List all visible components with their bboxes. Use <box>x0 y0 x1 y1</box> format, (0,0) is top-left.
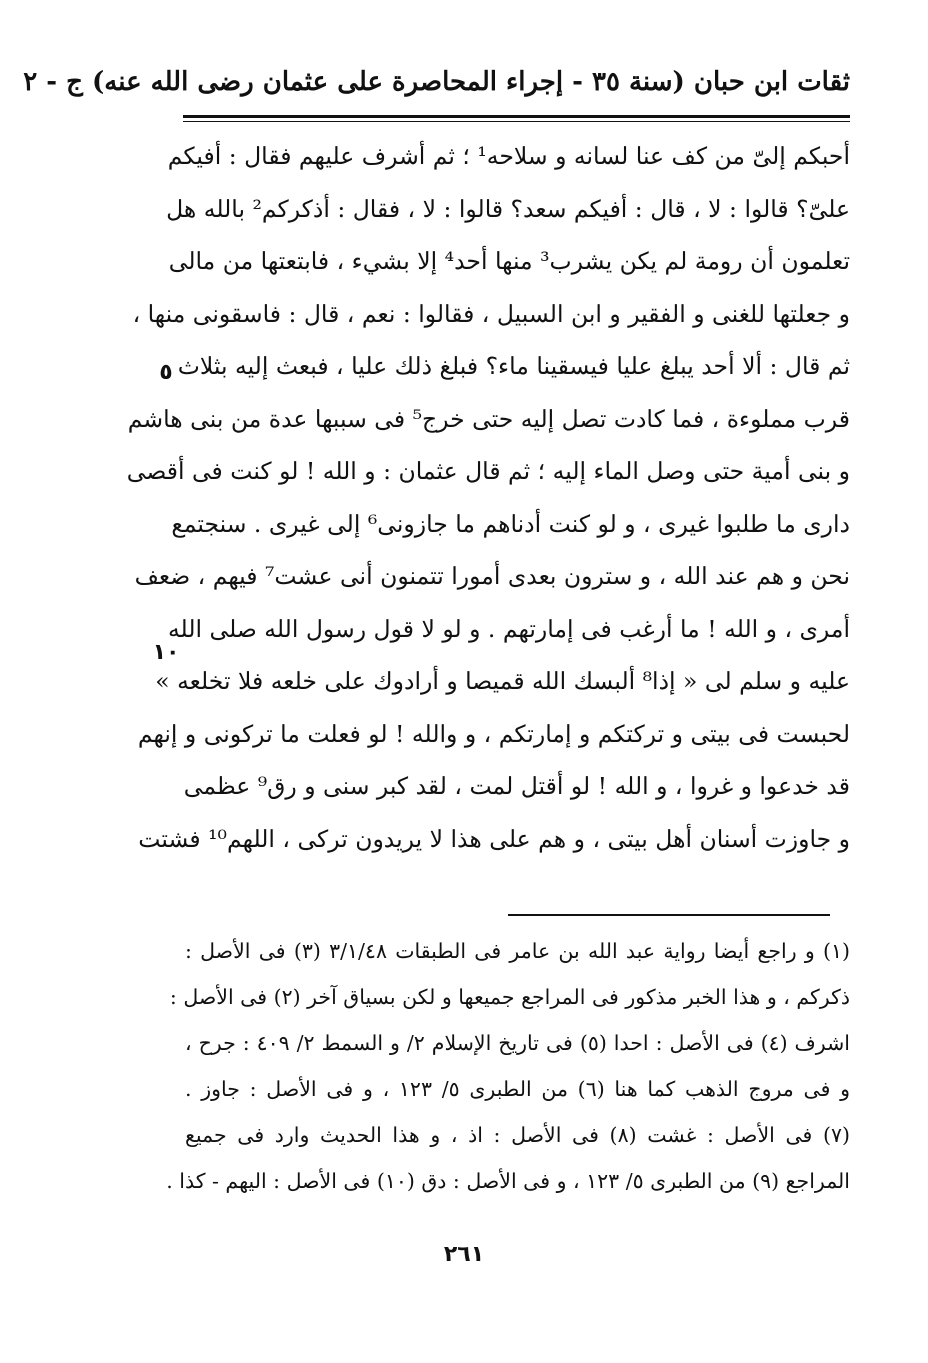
line-number-5: ٥ <box>159 360 173 385</box>
footnote-line: ذكركم ، و هذا الخبر مذكور فى المراجع جميعها و لكن بسياق آخر (٢) فى الأصل : <box>169 985 850 1009</box>
footnotes <box>166 928 850 1204</box>
text-line: علىّ؟ قالوا : لا ، قال : أفيكم سعد؟ قالوا : لا ، فقال : أذكركم² بالله هل <box>166 194 850 223</box>
text-line: قد خدعوا و غروا ، و الله ! لو أقتل لمت ، لقد كبر سنى و رق⁹ عظمى <box>183 772 850 800</box>
text-line: و جاوزت أسنان أهل بيتى ، و هم على هذا لا يريدون تركى ، اللهم¹⁰ فشتت <box>138 824 850 853</box>
footnote-line: المراجع (٩) من الطبرى ٥/ ١٢٣ ، و فى الأصل : دق (١٠) فى الأصل : اليهم - كذا . <box>166 1169 850 1193</box>
text-line: قرب مملوءة ، فما كادت تصل إليه حتى خرج⁵ فى سببها عدة من بنى هاشم <box>127 404 850 433</box>
text-line: أحبكم إلىّ من كف عنا لسانه و سلاحه¹ ؛ ثم أشرف عليهم فقال : أفيكم <box>167 142 850 170</box>
text-line: عليه و سلم لى « إذا⁸ ألبسك الله قميصا و أرادوك على خلعه فلا تخلعه » <box>155 667 850 695</box>
footnote-line: (٧) فى الأصل : غشت (٨) فى الأصل : اذ ، و هذا الحديث وارد فى جميع <box>185 1123 850 1147</box>
text-line: و بنى أمية حتى وصل الماء إليه ؛ ثم قال عثمان : و الله ! لو كنت فى أقصى <box>126 457 850 485</box>
header-rule-thin <box>183 121 850 122</box>
text-line: ثم قال : ألا أحد يبلغ عليا فيسقينا ماء؟ فبلغ ذلك عليا ، فبعث إليه بثلاث <box>177 352 850 380</box>
header-rule-thick <box>183 115 850 118</box>
text-line: أمرى ، و الله ! ما أرغب فى إمارتهم . و لو لا قول رسول الله صلى الله <box>167 614 850 643</box>
text-line: لحبست فى بيتى و تركتكم و إمارتكم ، و والله ! لو فعلت ما تركونى و إنهم <box>137 719 850 748</box>
footnote-rule <box>508 914 830 916</box>
text-line: تعلمون أن رومة لم يكن يشرب³ منها أحد⁴ إلا بشيء ، فابتعتها من مالى <box>168 247 850 275</box>
text-line: دارى ما طلبوا غيرى ، و لو كنت أدناهم ما جازونى⁶ إلى غيرى . سنجتمع <box>171 509 850 538</box>
text-line: نحن و هم عند الله ، و سترون بعدى أمورا تتمنون أنى عشت⁷ فيهم ، ضعف <box>134 562 850 590</box>
page-number: ٢٦١ <box>443 1242 485 1267</box>
line-number-10: ١٠ <box>152 640 180 665</box>
text-line: و جعلتها للغنى و الفقير و ابن السبيل ، فقالوا : نعم ، قال : فاسقونى منها ، <box>132 299 850 328</box>
footnote-line: (١) و راجع أيضا رواية عبد الله بن عامر فى الطبقات ٣/١/٤٨ (٣) فى الأصل : <box>185 939 850 963</box>
running-header: ثقات ابن حبان (سنة ٣٥ - إجراء المحاصرة على عثمان رضى الله عنه) ج - ٢ <box>23 67 850 97</box>
footnote-line: و فى مروج الذهب كما هنا (٦) من الطبرى ٥/ ١٢٣ ، و فى الأصل : جاوز . <box>185 1077 850 1101</box>
footnote-line: اشرف (٤) فى الأصل : احدا (٥) فى تاريخ الإسلام ٢/ و السمط ٢/ ٤٠٩ : جرح ، <box>185 1031 850 1055</box>
